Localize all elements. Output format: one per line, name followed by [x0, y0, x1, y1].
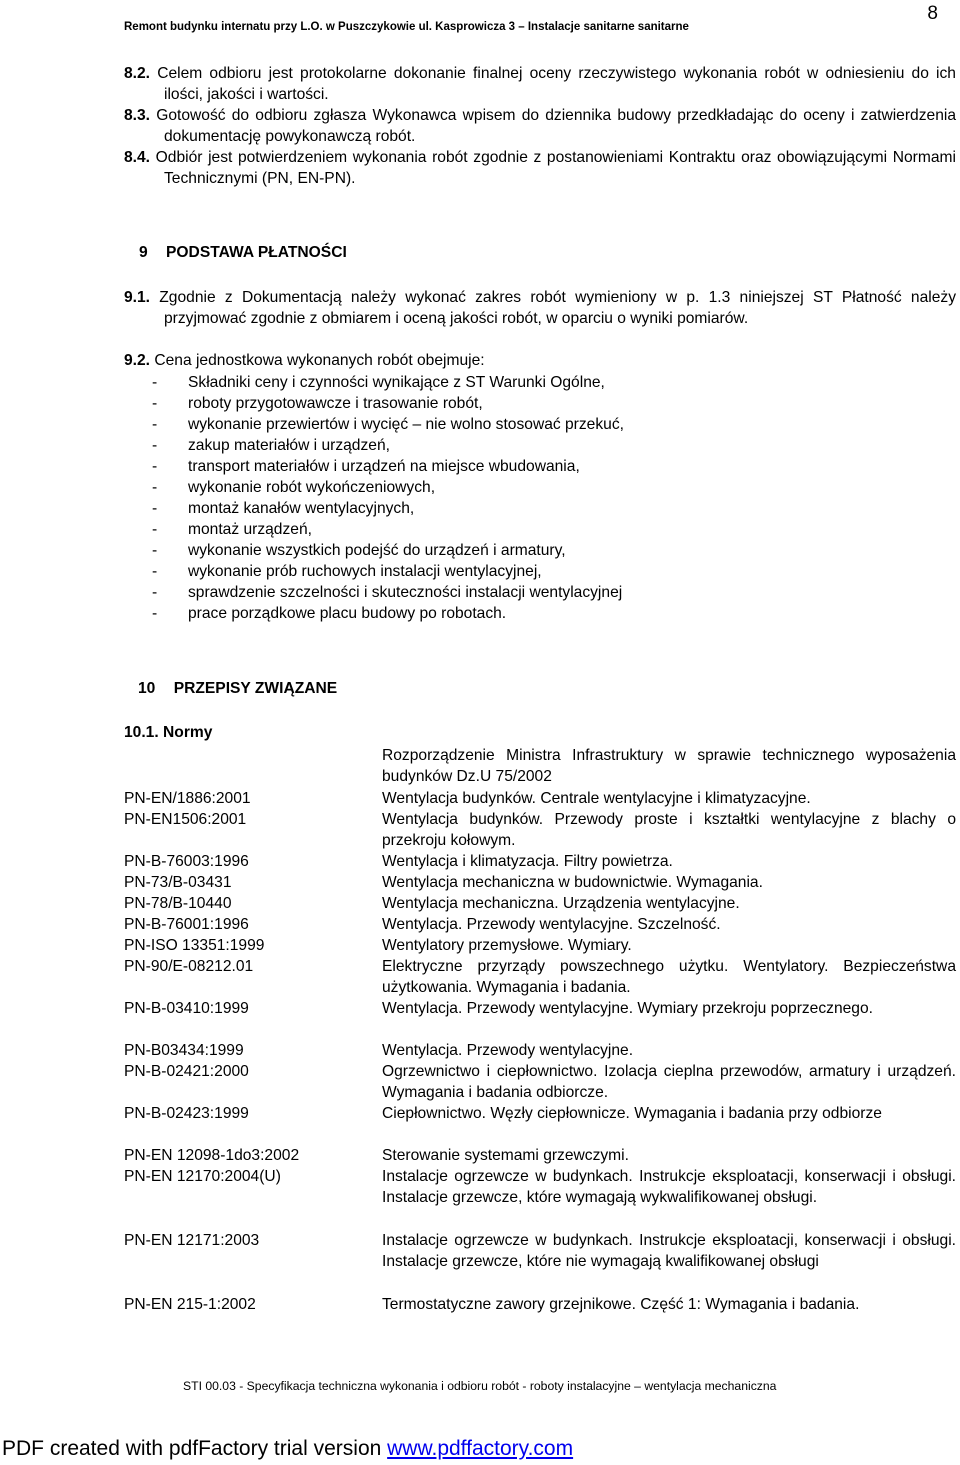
- paragraph-number: 9.1.: [124, 289, 151, 306]
- paragraph-9-1: [124, 287, 956, 329]
- list-item: - montaż kanałów wentylacyjnych,: [152, 500, 415, 517]
- table-row: PN-B-76001:1996 Wentylacja. Przewody wentylacyjne. Szczelność.: [124, 916, 721, 933]
- list-item: - Składniki ceny i czynności wynikające z ST Warunki Ogólne,: [152, 374, 605, 391]
- list-item: - montaż urządzeń,: [152, 521, 312, 538]
- table-row: PN-B-76003:1996 Wentylacja i klimatyzacja. Filtry powietrza.: [124, 853, 673, 870]
- paragraph-text: Zgodnie z Dokumentacją należy wykonać zakres robót wymieniony w p. 1.3 niniejszej ST Płatność należy przyjmować zgodnie z obmiarem i oceną jakości robót, w oparciu o wyniki pomiarów.: [159, 289, 956, 327]
- paragraph-text: Celem odbioru jest protokolarne dokonanie finalnej oceny rzeczywistego wykonania robót w odniesieniu do ich ilości, jakości i wartości.: [157, 65, 956, 103]
- table-row: PN-EN 215-1:2002 Termostatyczne zawory grzejnikowe. Część 1: Wymagania i badania.: [124, 1296, 860, 1313]
- table-row: Rozporządzenie Ministra Infrastruktury w sprawie technicznego wyposażenia budynków Dz.U 75/2002: [382, 747, 956, 785]
- paragraph-number: 8.4.: [124, 149, 151, 166]
- table-row: PN-EN 12098-1do3:2002 Sterowanie systemami grzewczymi.: [124, 1147, 629, 1164]
- paragraph-9-2: [124, 350, 956, 371]
- list-item: - transport materiałów i urządzeń na miejsce wbudowania,: [152, 458, 580, 475]
- page-number: 8: [927, 3, 938, 24]
- pdf-banner-text: PDF created with pdfFactory trial version: [2, 1437, 388, 1460]
- paragraph-number: 8.3.: [124, 107, 151, 124]
- table-row: PN-EN 12171:2003 Instalacje ogrzewcze w budynkach. Instrukcje eksploatacji, konserwacji i obsługi. Instalacje grzewcze, które nie wymagają kwalifikowanej obsługi: [124, 1232, 956, 1270]
- section-title: PRZEPISY ZWIĄZANE: [173, 680, 338, 697]
- table-row: PN-B-02423:1999 Ciepłownictwo. Węzły ciepłownicze. Wymagania i badania przy odbiorze: [124, 1105, 882, 1122]
- table-row: PN-B-02421:2000 Ogrzewnictwo i ciepłownictwo. Izolacja cieplna przewodów, armatury i urządzeń. Wymagania i badania odbiorcze.: [124, 1063, 956, 1101]
- subsection-10-1: 10.1. Normy: [124, 724, 213, 741]
- section-9-heading: [139, 244, 347, 262]
- section-title: PODSTAWA PŁATNOŚCI: [166, 244, 347, 261]
- paragraph-text: Cena jednostkowa wykonanych robót obejmuje:: [154, 352, 485, 369]
- list-item: - sprawdzenie szczelności i skuteczności instalacji wentylacyjnej: [152, 584, 623, 601]
- paragraph-number: 9.2.: [124, 352, 151, 369]
- running-header: Remont budynku internatu przy L.O. w Puszczykowie ul. Kasprowicza 3 – Instalacje sanitarne sanitarne: [124, 21, 689, 33]
- section-number: 9: [139, 244, 148, 261]
- list-item: - prace porządkowe placu budowy po robotach.: [152, 605, 507, 622]
- table-row: PN-EN 12170:2004(U) Instalacje ogrzewcze w budynkach. Instrukcje eksploatacji, konserwacji i obsługi. Instalacje grzewcze, które wymagają wykwalifikowanej obsługi.: [124, 1168, 956, 1206]
- table-row: PN-B03434:1999 Wentylacja. Przewody wentylacyjne.: [124, 1042, 634, 1059]
- list-item: - zakup materiałów i urządzeń,: [152, 437, 390, 454]
- table-row: PN-EN/1886:2001 Wentylacja budynków. Centrale wentylacyjne i klimatyzacyjne.: [124, 790, 811, 807]
- list-item: - roboty przygotowawcze i trasowanie robót,: [152, 395, 483, 412]
- paragraph-text: Odbiór jest potwierdzeniem wykonania robót zgodnie z postanowieniami Kontraktu oraz obowiązującymi Normami Technicznymi (PN, EN-PN).: [155, 149, 956, 187]
- paragraph-8-4: [124, 147, 956, 189]
- list-item: - wykonanie wszystkich podejść do urządzeń i armatury,: [152, 542, 566, 559]
- list-item: - wykonanie prób ruchowych instalacji wentylacyjnej,: [152, 563, 542, 580]
- table-row: PN-ISO 13351:1999 Wentylatory przemysłowe. Wymiary.: [124, 937, 632, 954]
- paragraph-8-3: [124, 105, 956, 147]
- paragraph-number: 8.2.: [124, 65, 151, 82]
- section-10-heading: [138, 680, 337, 698]
- cost-items-list: [152, 372, 932, 624]
- page-footer: STI 00.03 - Specyfikacja techniczna wykonania i odbioru robót - roboty instalacyjne – wentylacja mechaniczna: [183, 1379, 777, 1393]
- table-row: PN-B-03410:1999 Wentylacja. Przewody wentylacyjne. Wymiary przekroju poprzecznego.: [124, 1000, 873, 1017]
- paragraph-text: Gotowość do odbioru zgłasza Wykonawca wpisem do dziennika budowy przedkładając do oceny i zatwierdzenia dokumentację powykonawczą robót.: [156, 107, 956, 145]
- list-item: - wykonanie robót wykończeniowych,: [152, 479, 436, 496]
- paragraph-8-2: [124, 63, 956, 105]
- pdf-trial-banner: [2, 1437, 573, 1461]
- table-row: PN-EN1506:2001 Wentylacja budynków. Przewody proste i kształtki wentylacyjne z blachy o przekroju kołowym.: [124, 811, 956, 849]
- list-item: - wykonanie przewiertów i wycięć – nie wolno stosować przekuć,: [152, 416, 624, 433]
- table-row: PN-78/B-10440 Wentylacja mechaniczna. Urządzenia wentylacyjne.: [124, 895, 740, 912]
- table-row: PN-90/E-08212.01 Elektryczne przyrządy powszechnego użytku. Wentylatory. Bezpieczeństwa użytkowania. Wymagania i badania.: [124, 958, 956, 996]
- table-row: PN-73/B-03431 Wentylacja mechaniczna w budownictwie. Wymagania.: [124, 874, 763, 891]
- section-number: 10: [138, 680, 156, 697]
- pdffactory-link[interactable]: www.pdffactory.com: [387, 1437, 574, 1460]
